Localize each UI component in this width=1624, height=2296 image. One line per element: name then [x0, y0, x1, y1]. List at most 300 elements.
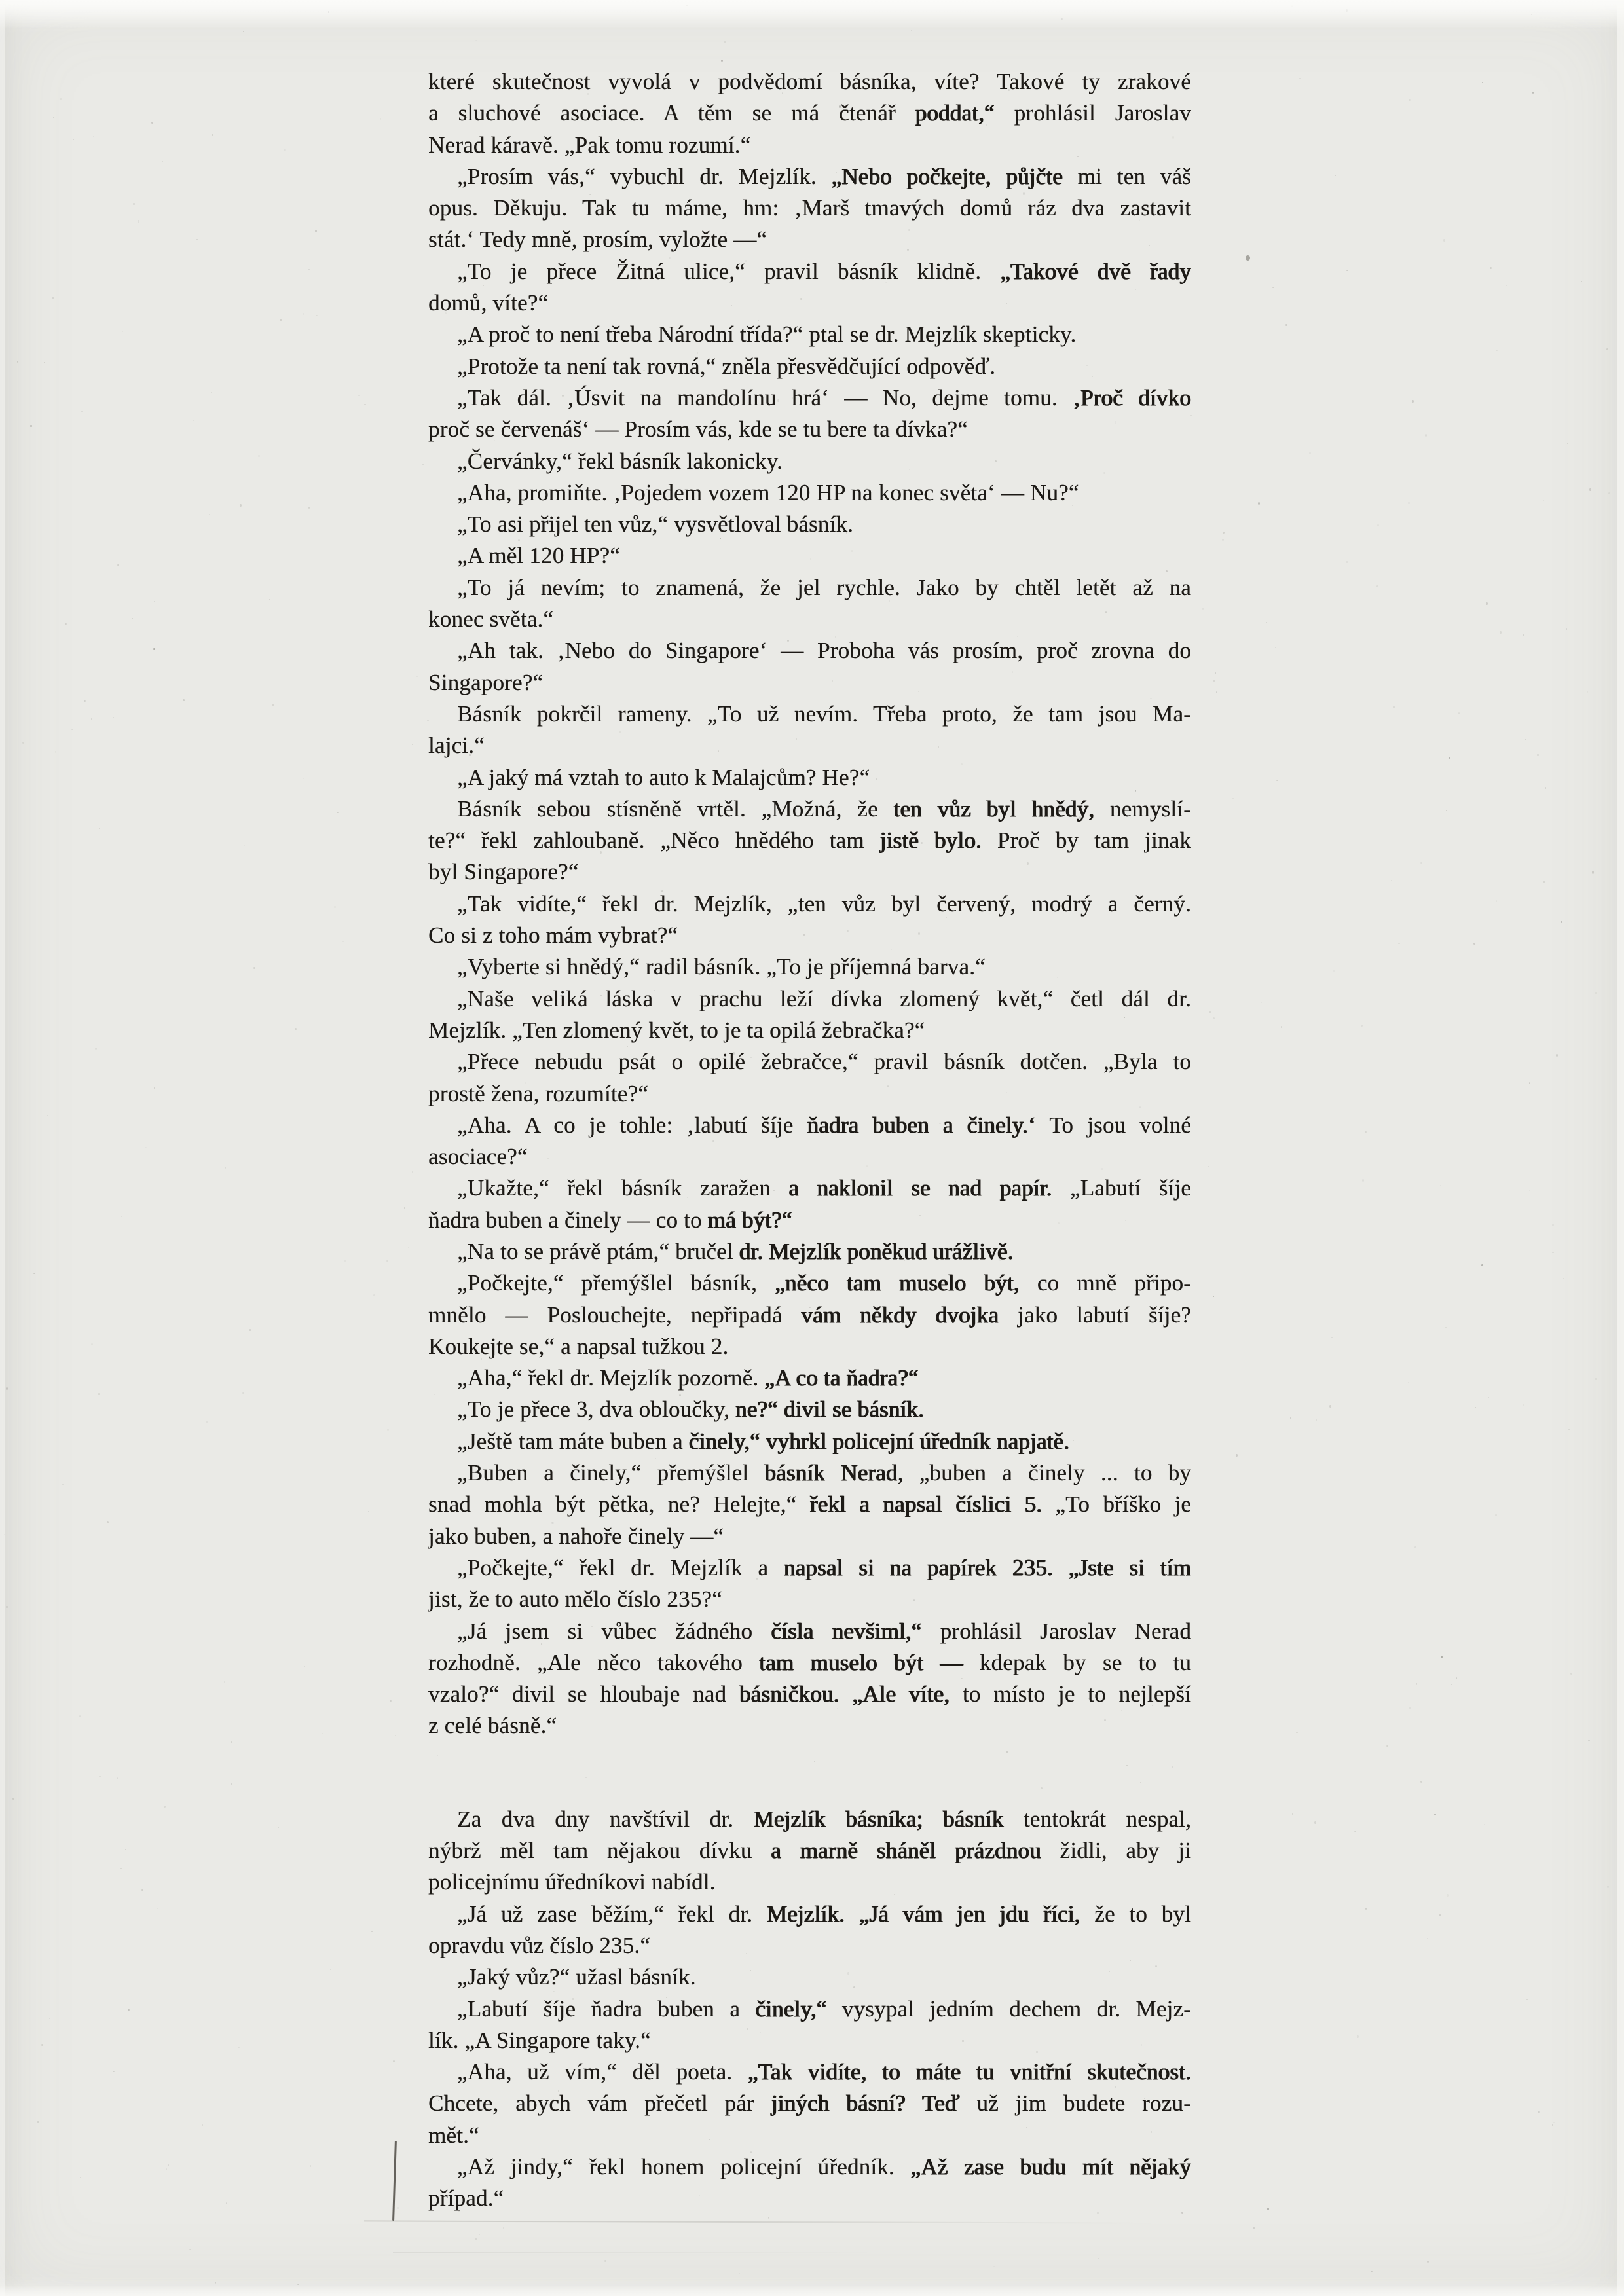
text-line: Mejzlík. „Ten zlomený květ, to je ta opilá žebračka?“	[428, 1017, 925, 1043]
paper-speck	[1553, 2122, 1555, 2123]
paper-speck	[1409, 99, 1411, 101]
text-line: „Vyberte si hnědý,“ radil básník. „To je příjemná barva.“	[457, 954, 986, 980]
paper-speck	[1213, 1017, 1215, 1019]
paper-speck	[17, 361, 18, 363]
paper-speck	[151, 122, 153, 124]
paper-speck	[308, 507, 310, 509]
paper-speck	[1526, 1999, 1528, 2000]
paper-speck	[113, 2071, 115, 2072]
paragraph	[428, 983, 1191, 1047]
paper-speck	[1440, 1185, 1441, 1186]
paper-speck	[1506, 285, 1507, 286]
paper-speck	[1213, 1296, 1214, 1297]
text-line: ňadra buben a činely — co to má být?“	[428, 1207, 792, 1233]
paper-speck	[1213, 680, 1215, 682]
paper-speck	[238, 2047, 240, 2048]
paragraph	[428, 951, 1191, 983]
heavy-ink-text: má být?“	[707, 1207, 792, 1233]
text-line: mět.“	[428, 2122, 479, 2148]
paper-speck	[1500, 631, 1502, 634]
paper-speck	[1296, 1732, 1298, 1733]
text-line: Za dva dny navštívil dr. Mejzlík básníka; básník tentokrát nespal,	[457, 1806, 1191, 1832]
paragraph	[428, 256, 1191, 319]
paper-speck	[154, 601, 155, 602]
paper-speck	[41, 2044, 43, 2046]
paper-speck	[53, 117, 54, 118]
text-line: a sluchové asociace. A těm se má čtenář poddat,“ prohlásil Jaroslav	[428, 100, 1191, 126]
paper-speck	[303, 313, 304, 315]
paper-speck	[412, 744, 413, 745]
paper-speck	[209, 514, 210, 515]
paper-speck	[358, 395, 360, 396]
paper-speck	[1061, 18, 1063, 20]
paper-speck	[1427, 1938, 1428, 1939]
paper-speck	[1552, 1224, 1554, 1226]
text-line: byl Singapore?“	[428, 859, 579, 885]
paper-speck	[117, 564, 119, 566]
text-line: „To já nevím; to znamená, že jel rychle. Jako by chtěl letět až na	[457, 574, 1191, 600]
text-line: „A proč to není třeba Národní třída?“ ptal se dr. Mejzlík skepticky.	[457, 321, 1077, 348]
paper-speck	[84, 700, 86, 702]
paragraph	[428, 888, 1191, 952]
paper-speck	[328, 11, 329, 13]
paper-speck	[189, 2249, 191, 2250]
paper-speck	[1371, 2271, 1373, 2272]
paper-speck	[1522, 1404, 1524, 1406]
paper-speck	[133, 203, 135, 205]
paper-speck	[1408, 1382, 1409, 1383]
paper-speck	[168, 2164, 169, 2166]
text-line: Chcete, abych vám přečetl pár jiných básní? Teď už jim budete rozu-	[428, 2090, 1191, 2117]
paper-speck	[304, 483, 305, 484]
text-line: konec světa.“	[428, 606, 554, 632]
text-line: Básník pokrčil rameny. „To už nevím. Třeba proto, že tam jsou Ma-	[457, 701, 1191, 727]
paper-speck	[1202, 608, 1204, 610]
paper-speck	[1567, 443, 1568, 444]
text-line: „Počkejte,“ řekl dr. Mejzlík a napsal si na papírek 235. „Jste si tím	[457, 1554, 1191, 1580]
heavy-ink-text: Mejzlík básníka; básník	[753, 1806, 1004, 1832]
paper-speck	[1393, 706, 1395, 708]
paper-speck	[162, 161, 163, 162]
paper-speck	[1495, 1514, 1497, 1516]
paper-speck	[138, 220, 139, 223]
paper-speck	[1329, 1405, 1331, 1408]
paper-speck	[1354, 1831, 1356, 1832]
paper-speck	[1556, 1054, 1558, 1057]
paper-speck	[408, 1247, 409, 1248]
paper-speck	[1589, 488, 1591, 491]
paper-speck	[1529, 1082, 1530, 1084]
paper-speck	[1531, 14, 1532, 15]
paper-speck	[1361, 1025, 1363, 1027]
paper-speck	[1420, 862, 1422, 864]
text-line: případ.“	[428, 2185, 504, 2212]
heavy-ink-text: „něco tam muselo být,	[775, 1270, 1020, 1296]
text-line: „Ah tak. ‚Nebo do Singapore‘ — Proboha vás prosím, proč zrovna do	[457, 638, 1191, 664]
heavy-ink-text: jiných básní? Teď	[771, 2090, 960, 2117]
paper-speck	[1525, 739, 1526, 740]
text-line: jist, že to auto mělo číslo 235?“	[428, 1586, 722, 1613]
paragraph	[428, 540, 1191, 572]
paper-speck	[231, 1783, 232, 1785]
paper-speck	[479, 2234, 480, 2235]
text-line: Co si z toho mám vybrat?“	[428, 922, 678, 949]
text-line: stát.‘ Tedy mně, prosím, vyložte —“	[428, 227, 767, 253]
paper-speck	[206, 1421, 208, 1423]
paper-speck	[1570, 1673, 1572, 1675]
paper-speck	[95, 1048, 97, 1050]
paper-speck	[1335, 175, 1336, 176]
heavy-ink-text: řekl a napsal číslici 5.	[809, 1491, 1043, 1518]
paper-speck	[1267, 2208, 1269, 2210]
pencil-line	[364, 2220, 1156, 2223]
paragraph	[428, 477, 1191, 509]
paragraph	[428, 161, 1191, 256]
paper-speck	[1215, 672, 1216, 674]
text-line: „Jaký vůz?“ užasl básník.	[457, 1964, 696, 1990]
pencil-line-faint	[393, 2252, 891, 2253]
paper-speck	[1376, 585, 1378, 587]
paper-speck	[73, 139, 74, 140]
paper-speck	[310, 2165, 311, 2167]
paper-speck	[342, 941, 344, 942]
paper-speck	[373, 1294, 375, 1296]
paper-speck	[1449, 757, 1450, 759]
text-line: „To je přece Žitná ulice,“ pravil básník klidně. „Takové dvě řady	[457, 258, 1191, 284]
paragraph	[428, 1899, 1191, 1962]
paper-speck	[395, 1735, 396, 1736]
text-line: domů, víte?“	[428, 290, 549, 316]
paper-speck	[1543, 881, 1545, 883]
paper-speck	[280, 319, 282, 321]
paper-speck	[724, 41, 726, 43]
paper-speck	[1216, 691, 1217, 693]
paper-speck	[1357, 2035, 1359, 2038]
paper-speck	[65, 623, 67, 625]
paper-speck	[368, 1511, 369, 1512]
paper-speck	[1482, 82, 1483, 83]
paper-speck	[768, 2217, 769, 2219]
paper-speck	[1473, 943, 1475, 945]
text-line: proč se červenáš‘ — Prosím vás, kde se tu bere ta dívka?“	[428, 416, 968, 443]
paper-speck	[721, 60, 723, 62]
paper-speck	[132, 618, 133, 619]
paper-speck	[1488, 1397, 1489, 1398]
paper-speck	[1538, 2111, 1540, 2113]
paper-speck	[157, 1908, 158, 1909]
text-line: „Červánky,“ řekl básník lakonicky.	[457, 448, 783, 474]
paper-speck	[1587, 691, 1588, 693]
paper-speck	[99, 828, 100, 829]
text-line: „Labutí šíje ňadra buben a činely,“ vysypal jedním dechem dr. Mejz-	[457, 1995, 1191, 2022]
text-line: „Počkejte,“ přemýšlel básník, „něco tam muselo být, co mně připo-	[457, 1270, 1191, 1296]
heavy-ink-text: vám někdy dvojka	[801, 1302, 999, 1328]
text-line: „Prosím vás,“ vybuchl dr. Mejzlík. „Nebo počkejte, půjčte mi ten váš	[457, 163, 1191, 189]
heavy-ink-text: tam muselo být —	[759, 1649, 963, 1675]
paper-speck	[1258, 502, 1260, 505]
paragraph	[428, 446, 1191, 477]
paper-speck	[1486, 602, 1488, 605]
paper-speck	[93, 136, 94, 137]
paper-speck	[37, 2121, 39, 2123]
paper-speck	[390, 1700, 392, 1702]
paper-speck	[1276, 780, 1278, 781]
paper-speck	[422, 464, 424, 465]
paragraph	[428, 351, 1191, 382]
paper-speck	[380, 118, 381, 120]
heavy-ink-text: ňadra buben a činely.‘	[807, 1112, 1036, 1138]
paper-speck	[334, 906, 336, 908]
paper-speck	[1568, 1429, 1570, 1430]
paper-speck	[1362, 1179, 1364, 1182]
paper-speck	[1098, 2258, 1099, 2259]
paper-speck	[303, 778, 304, 779]
text-line: nýbrž měl tam nějakou dívku a marně sháněl prázdnou židli, aby ji	[428, 1838, 1191, 1864]
paper-speck	[1552, 1252, 1554, 1253]
paragraph	[428, 1426, 1191, 1457]
paper-speck	[1346, 270, 1348, 271]
paper-speck	[1409, 1707, 1411, 1709]
paper-speck	[1481, 1264, 1483, 1266]
paper-speck	[1299, 78, 1301, 79]
text-line: opus. Děkuju. Tak tu máme, hm: ‚Marš tmavých domů ráz dva zastavit	[428, 195, 1191, 221]
paper-speck	[141, 1889, 143, 1891]
paragraph	[428, 699, 1191, 762]
paper-speck	[1447, 1894, 1449, 1897]
paper-speck	[1427, 2261, 1429, 2263]
paper-speck	[1532, 92, 1534, 94]
paper-speck	[1456, 1677, 1457, 1679]
paper-speck	[258, 455, 260, 457]
paper-speck	[322, 1733, 323, 1734]
paper-speck	[1209, 1011, 1211, 1013]
heavy-ink-text: „Takové dvě řady	[1000, 258, 1191, 284]
paper-speck	[240, 504, 242, 507]
paper-speck	[330, 1969, 331, 1970]
paragraph	[428, 1110, 1191, 1173]
paper-speck	[364, 404, 366, 405]
paper-speck	[145, 1147, 147, 1148]
paper-speck	[79, 1715, 81, 1717]
paper-speck	[1261, 1002, 1262, 1003]
paper-speck	[99, 1776, 101, 1777]
paper-speck	[164, 1806, 166, 1808]
paper-speck	[128, 2009, 130, 2011]
paper-speck	[297, 2284, 299, 2285]
paper-speck	[604, 2260, 606, 2262]
paper-speck	[98, 1393, 100, 1395]
paper-speck	[1272, 287, 1274, 288]
paper-speck	[1266, 622, 1267, 623]
paper-speck	[475, 2238, 477, 2240]
paragraph	[428, 1616, 1191, 1742]
paper-speck	[1290, 1417, 1291, 1419]
page-edge-right	[1617, 0, 1624, 2296]
heavy-ink-text: a marně sháněl prázdnou	[771, 1838, 1041, 1864]
heavy-ink-text: poddat,“	[915, 100, 995, 126]
paper-speck	[166, 2168, 167, 2170]
paper-speck	[33, 1273, 35, 1274]
paper-speck	[117, 1777, 118, 1779]
paper-speck	[1592, 871, 1594, 874]
paper-speck	[1223, 532, 1225, 534]
paper-speck	[316, 315, 318, 316]
paper-speck	[1365, 1131, 1367, 1133]
page-edge-bottom	[0, 2286, 1624, 2296]
text-line: Nerad káravě. „Pak tomu rozumí.“	[428, 132, 751, 158]
paper-speck	[295, 1028, 297, 1030]
text-line: „A měl 120 HP?“	[457, 543, 620, 569]
paper-speck	[12, 1798, 14, 1800]
paper-speck	[91, 1343, 93, 1345]
paper-speck	[278, 1827, 279, 1828]
heavy-ink-text: „Nebo počkejte, půjčte	[831, 163, 1063, 189]
paper-speck	[122, 331, 123, 332]
paper-speck	[231, 1741, 232, 1743]
paper-speck	[62, 1484, 64, 1485]
paragraph	[428, 1804, 1191, 1899]
heavy-ink-text: jistě bylo.	[879, 828, 982, 854]
paragraph	[428, 793, 1191, 888]
text-line: „Ještě tam máte buben a činely,“ vyhrkl policejní úředník napjatě.	[457, 1428, 1070, 1454]
paper-speck	[503, 2227, 504, 2229]
heavy-ink-text: ne?“ divil se básník.	[735, 1396, 925, 1423]
paper-speck	[1522, 634, 1524, 636]
paper-speck	[60, 98, 62, 100]
text-line: Koukejte se,“ a napsal tužkou 2.	[428, 1333, 729, 1359]
heavy-ink-text: činely,“ vyhrkl policejní úředník napjatě.	[688, 1428, 1070, 1454]
paper-speck	[416, 676, 418, 677]
text-block	[428, 66, 1191, 2215]
paper-speck	[226, 2202, 227, 2204]
paper-speck	[211, 392, 212, 393]
paper-speck	[1398, 943, 1400, 944]
paper-speck	[1291, 5, 1293, 7]
paragraph	[428, 382, 1191, 446]
paper-speck	[272, 704, 274, 706]
text-line: „Na to se právě ptám,“ bručel dr. Mejzlík poněkud urážlivě.	[457, 1238, 1014, 1264]
heavy-ink-text: básničkou. „Ale víte,	[739, 1681, 950, 1707]
paper-speck	[1451, 1684, 1452, 1685]
paper-speck	[1607, 1886, 1609, 1888]
paragraph	[428, 635, 1191, 699]
heavy-ink-text: čísla nevšiml,“	[771, 1618, 922, 1644]
paper-speck	[1408, 502, 1410, 504]
paper-speck	[1425, 434, 1427, 437]
text-line: mnělo — Poslouchejte, nepřipadá vám někdy dvojka jako labutí šíje?	[428, 1302, 1191, 1328]
paper-speck	[1309, 452, 1311, 454]
text-line: „Buben a činely,“ přemýšlel básník Nerad, „buben a činely ... to by	[457, 1460, 1191, 1486]
heavy-ink-text: činely,“	[755, 1995, 827, 2022]
paper-speck	[397, 2207, 399, 2209]
text-line: „To asi přijel ten vůz,“ vysvětloval básník.	[457, 511, 854, 538]
paragraph	[428, 509, 1191, 540]
paper-speck	[387, 1429, 389, 1431]
text-line: „Aha, už vím,“ děl poeta. „Tak vidíte, to máte tu vnitřní skutečnost.	[457, 2059, 1191, 2085]
paper-speck	[386, 1260, 388, 1262]
paper-speck	[1253, 2227, 1255, 2229]
paper-speck	[1446, 810, 1447, 811]
paper-speck	[212, 134, 213, 136]
heavy-ink-text: „Tak vidíte, to máte tu vnitřní skutečnost.	[747, 2059, 1191, 2085]
paper-speck	[1443, 239, 1445, 242]
paper-speck	[911, 30, 912, 31]
paper-speck	[337, 812, 339, 813]
page-edge-top	[0, 0, 1624, 29]
paper-speck	[1377, 524, 1379, 526]
paper-speck	[224, 1681, 225, 1683]
paper-speck	[1595, 1378, 1597, 1380]
paper-speck	[315, 230, 317, 232]
text-line: z celé básně.“	[428, 1713, 557, 1739]
text-line: snad mohla být pětka, ne? Helejte,“ řekl a napsal číslici 5. „To bříško je	[428, 1491, 1191, 1518]
paper-speck	[249, 1329, 251, 1331]
paper-speck	[244, 845, 245, 846]
paper-speck	[242, 1392, 244, 1394]
text-line: Básník sebou stísněně vrtěl. „Možná, že ten vůz byl hnědý, nemyslí-	[457, 795, 1191, 822]
paper-speck	[1292, 1813, 1293, 1815]
paper-speck	[404, 1207, 405, 1209]
paper-speck	[1543, 500, 1544, 501]
paper-speck	[1439, 1914, 1441, 1916]
paper-speck	[196, 239, 198, 240]
text-line: které skutečnost vyvolá v podvědomí básníka, víte? Takové ty zrakové	[428, 69, 1191, 94]
text-line: „A jaký má vztah to auto k Malajcům? He?“	[457, 764, 870, 790]
paragraph	[428, 66, 1191, 161]
paper-speck	[1608, 492, 1610, 494]
heavy-ink-text: ten vůz byl hnědý,	[893, 795, 1095, 822]
paper-speck	[47, 1115, 48, 1116]
text-line: „Tak dál. ‚Úsvit na mandolínu hrá‘ — No, dejme tomu. ‚Proč dívko	[457, 384, 1191, 410]
paper-speck	[393, 2060, 395, 2062]
paper-speck	[107, 1521, 109, 1523]
paper-speck	[1561, 921, 1562, 923]
paragraph	[428, 2151, 1191, 2215]
paper-speck	[4, 1534, 5, 1535]
paper-speck	[284, 149, 286, 151]
paragraph	[428, 1994, 1191, 2057]
paper-speck	[1281, 1026, 1282, 1028]
text-line: „Přece nebudu psát o opilé žebračce,“ pravil básník dotčen. „Byla to	[457, 1049, 1191, 1075]
paper-speck	[1563, 1278, 1564, 1279]
paper-speck	[412, 1171, 413, 1173]
paper-speck	[243, 31, 244, 32]
text-line: opravdu vůz číslo 235.“	[428, 1932, 650, 1958]
paper-speck	[52, 297, 54, 299]
text-line: „Já jsem si vůbec žádného čísla nevšiml,“ prohlásil Jaroslav Nerad	[457, 1618, 1191, 1644]
paper-speck	[6, 1606, 8, 1608]
text-line: policejnímu úředníkovi nabídl.	[428, 1869, 716, 1895]
paper-speck	[1496, 350, 1498, 351]
paper-speck	[1475, 1407, 1476, 1408]
paper-speck	[91, 718, 92, 720]
paper-speck	[1331, 1337, 1333, 1338]
paper-speck	[1346, 561, 1348, 563]
paper-speck	[1552, 2124, 1553, 2126]
paper-speck	[215, 2282, 216, 2284]
page-edge-left	[0, 0, 5, 2296]
text-line: „To je přece 3, dva obloučky, ne?“ divil se básník.	[457, 1396, 925, 1423]
paper-speck	[1490, 267, 1492, 269]
text-line: „Aha. A co je tohle: ‚labutí šíje ňadra buben a činely.‘ To jsou volné	[457, 1112, 1191, 1138]
paper-speck	[30, 425, 32, 427]
paragraph	[428, 1961, 1191, 1993]
paragraph	[428, 1552, 1191, 1616]
heavy-ink-text: „A co ta ňadra?“	[764, 1365, 919, 1391]
ink-speck	[1246, 255, 1250, 261]
text-line: „Já už zase běžím,“ řekl dr. Mejzlík. „Já vám jen jdu říci, že to byl	[457, 1901, 1191, 1927]
paragraph	[428, 1394, 1191, 1425]
